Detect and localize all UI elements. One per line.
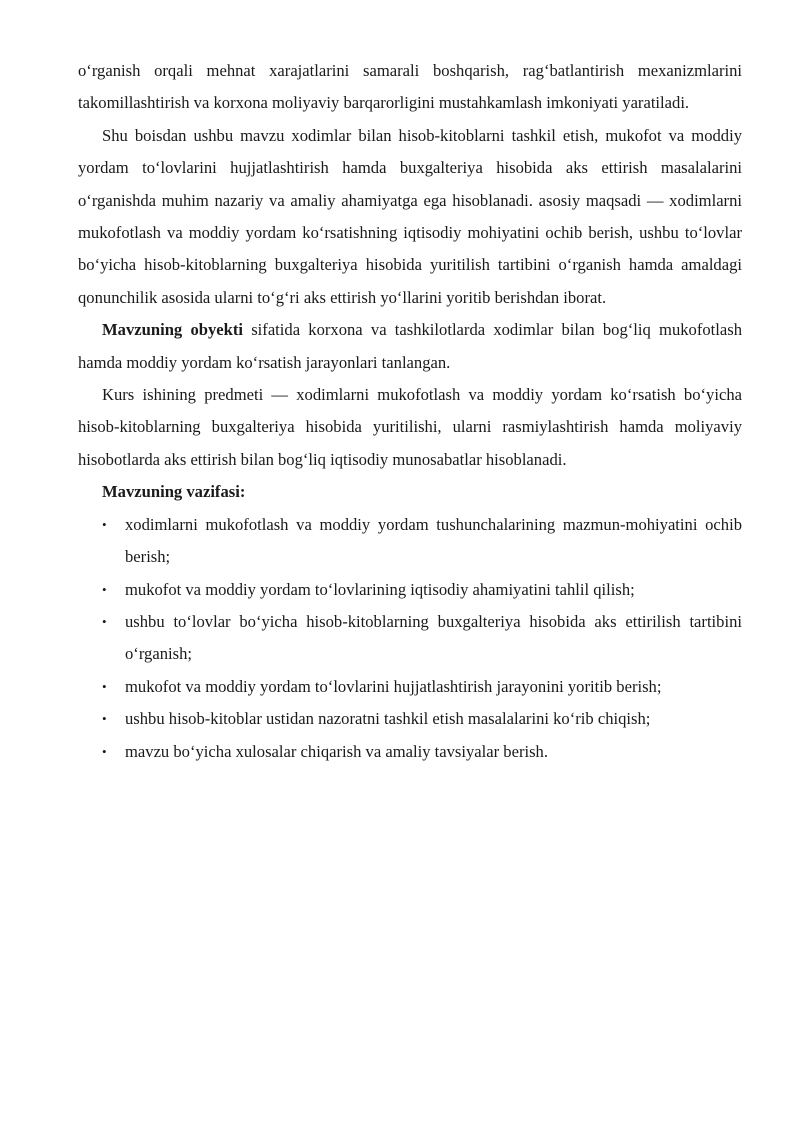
list-item-text: mukofot va moddiy yordam toʻlovlarini hujjatlashtirish jarayonini yoritib berish; xyxy=(125,676,662,696)
list-item xyxy=(102,671,742,703)
paragraph-object xyxy=(78,314,742,379)
list-item xyxy=(102,509,742,574)
list-item xyxy=(102,703,742,735)
list-item-text: ushbu hisob-kitoblar ustidan nazoratni tashkil etish masalalarini koʻrib chiqish; xyxy=(125,709,651,729)
bullet-icon: • xyxy=(102,711,107,727)
tasks-list xyxy=(78,509,742,768)
paragraph-relevance-goal: Shu boisdan ushbu mavzu xodimlar bilan hisob-kitoblarni tashkil etish, mukofot va moddiy yordam toʻlovlarini hujjatlashtirish hamda buxgalteriya hisobida aks ettirish masalalarini oʻrganishda muhim nazariy va amaliy ahamiyatga ega hisoblanadi. asosiy maqsadi — xodimlarni mukofotlash va moddiy yordam koʻrsatishning iqtisodiy mohiyatini ochib berish, ushbu toʻlovlar boʻyicha hisob-kitoblarning buxgalteriya hisobida yuritilish tartibini oʻrganish hamda amaldagi qonunchilik asosida ularni toʻgʻri aks ettirish yoʻllarini yoritib berishdan iborat. xyxy=(78,125,742,307)
paragraph-subject: Kurs ishining predmeti — xodimlarni mukofotlash va moddiy yordam koʻrsatish boʻyicha hisob-kitoblarning buxgalteriya hisobida yuritilishi, ularni rasmiylashtirish hamda moliyaviy hisobotlarda aks ettirish bilan bogʻliq iqtisodiy munosabatlar hisoblanadi. xyxy=(78,385,742,469)
bullet-icon: • xyxy=(102,743,107,759)
list-item xyxy=(102,606,742,671)
tasks-heading: Mavzuning vazifasi: xyxy=(102,482,246,502)
object-text: sifatida korxona va tashkilotlarda xodimlar bilan bogʻliq mukofotlash hamda moddiy yordam koʻrsatish jarayonlari tanlangan. xyxy=(78,320,742,372)
list-item-text: ushbu toʻlovlar boʻyicha hisob-kitoblarning buxgalteriya hisobida aks ettirilish tartibini oʻrganish; xyxy=(125,611,742,664)
bullet-icon: • xyxy=(102,516,107,532)
paragraph-continuation: oʻrganish orqali mehnat xarajatlarini samarali boshqarish, ragʻbatlantirish mexanizmlarini takomillashtirish va korxona moliyaviy barqarorligini mustahkamlash imkoniyati yaratiladi. xyxy=(78,61,742,113)
list-item-text: mavzu boʻyicha xulosalar chiqarish va amaliy tavsiyalar berish. xyxy=(125,741,548,761)
object-label: Mavzuning obyekti xyxy=(102,320,243,340)
bullet-icon: • xyxy=(102,678,107,694)
list-item xyxy=(102,574,742,606)
list-item-text: mukofot va moddiy yordam toʻlovlarining iqtisodiy ahamiyatini tahlil qilish; xyxy=(125,579,635,599)
bullet-icon: • xyxy=(102,613,107,629)
bullet-icon: • xyxy=(102,581,107,597)
list-item xyxy=(102,736,742,768)
list-item-text: xodimlarni mukofotlash va moddiy yordam tushunchalarining mazmun-mohiyatini ochib berish; xyxy=(125,514,742,567)
